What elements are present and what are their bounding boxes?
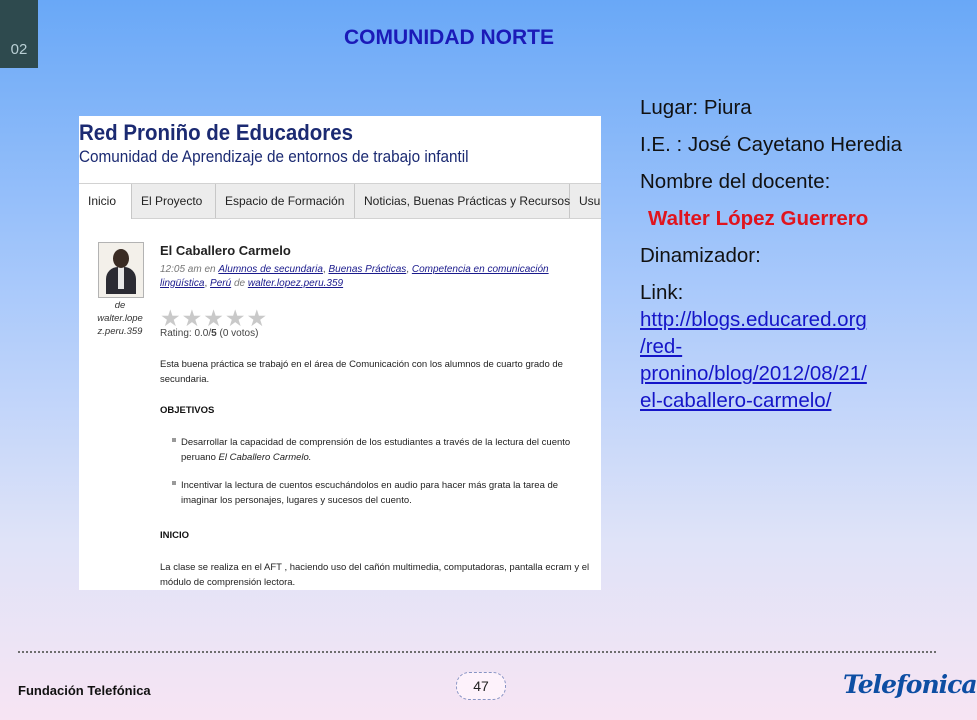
section-heading: OBJETIVOS (160, 405, 215, 416)
telefonica-logo: Telefonica (843, 670, 977, 699)
post-paragraph: La clase se realiza en el AFT , haciendo uso del cañón multimedia, computadoras, pantalla ecram y el módulo de comprensión lectora. (160, 562, 590, 589)
tab-espacio-formacion[interactable]: Espacio de Formación (216, 184, 355, 218)
footer-divider (18, 651, 936, 653)
star-icon[interactable]: ★ (160, 305, 181, 331)
slide-number: 02 (0, 0, 38, 68)
tab-noticias[interactable]: Noticias, Buenas Prácticas y Recursos (355, 184, 570, 218)
list-item: Desarrollar la capacidad de comprensión de los estudiantes a través de la lectura del cuento peruano El Caballero Carmelo. (172, 435, 591, 465)
tab-el-proyecto[interactable]: El Proyecto (132, 184, 216, 218)
info-docente-label: Nombre del docente: (640, 170, 831, 194)
info-dinamizador: Dinamizador: (640, 244, 761, 268)
info-ie: I.E. : José Cayetano Heredia (640, 133, 903, 157)
tab-usuarios[interactable]: Usu (579, 194, 601, 208)
category-link[interactable]: Competencia en comunicación lingüística (160, 264, 549, 289)
bullet-icon (172, 481, 176, 485)
post-title[interactable]: El Caballero Carmelo (160, 243, 291, 258)
section-heading: INICIO (160, 530, 190, 541)
star-icon[interactable]: ★ (203, 305, 224, 331)
info-docente-name: Walter López Guerrero (648, 207, 869, 231)
category-link[interactable]: Alumnos de secundaria (218, 264, 323, 275)
bullet-icon (172, 438, 176, 442)
category-link[interactable]: Perú (210, 277, 232, 289)
blog-tab-bar (79, 183, 601, 219)
post-paragraph: Esta buena práctica se trabajó en el área de Comunicación con los alumnos de cuarto grado de secundaria. (160, 359, 563, 386)
page-number: 47 (456, 672, 506, 700)
footer-org: Fundación Telefónica (18, 683, 151, 698)
tab-inicio[interactable]: Inicio (79, 184, 132, 219)
author-name[interactable]: de walter.lope z.peru.359 (97, 300, 143, 337)
star-icon[interactable]: ★ (246, 305, 268, 331)
star-icon[interactable]: ★ (224, 305, 246, 331)
info-lugar: Lugar: Piura (640, 96, 752, 119)
post-meta: 12:05 am en Alumnos de secundaria, Buenas Prácticas, Competencia en comunicación lingüística, Perú de walter.lopez.peru.359 (160, 264, 549, 289)
post-author-link[interactable]: walter.lopez.peru.359 (247, 277, 344, 289)
info-link-label: Link: (640, 281, 684, 305)
info-panel (640, 94, 940, 414)
star-icon[interactable]: ★ (181, 305, 203, 331)
blog-screenshot (79, 116, 601, 590)
slide-title: COMUNIDAD NORTE (344, 26, 554, 49)
author-avatar[interactable] (98, 242, 144, 298)
info-link-block (640, 279, 940, 414)
blog-title: Red Proniño de Educadores (79, 120, 353, 145)
blog-subtitle: Comunidad de Aprendizaje de entornos de trabajo infantil (79, 147, 469, 166)
blog-link[interactable]: http://blogs.educared.org /red- pronino/blog/2012/08/21/ el-caballero-carmelo/ (640, 308, 867, 413)
rating-text: Rating: 0.0/5 (0 votos) (160, 328, 259, 339)
list-item: Incentivar la lectura de cuentos escuchándolos en audio para hacer más grata la tarea de imaginar los personajes, lugares y sucesos del cuento. (172, 478, 591, 508)
category-link[interactable]: Buenas Prácticas (328, 264, 407, 275)
